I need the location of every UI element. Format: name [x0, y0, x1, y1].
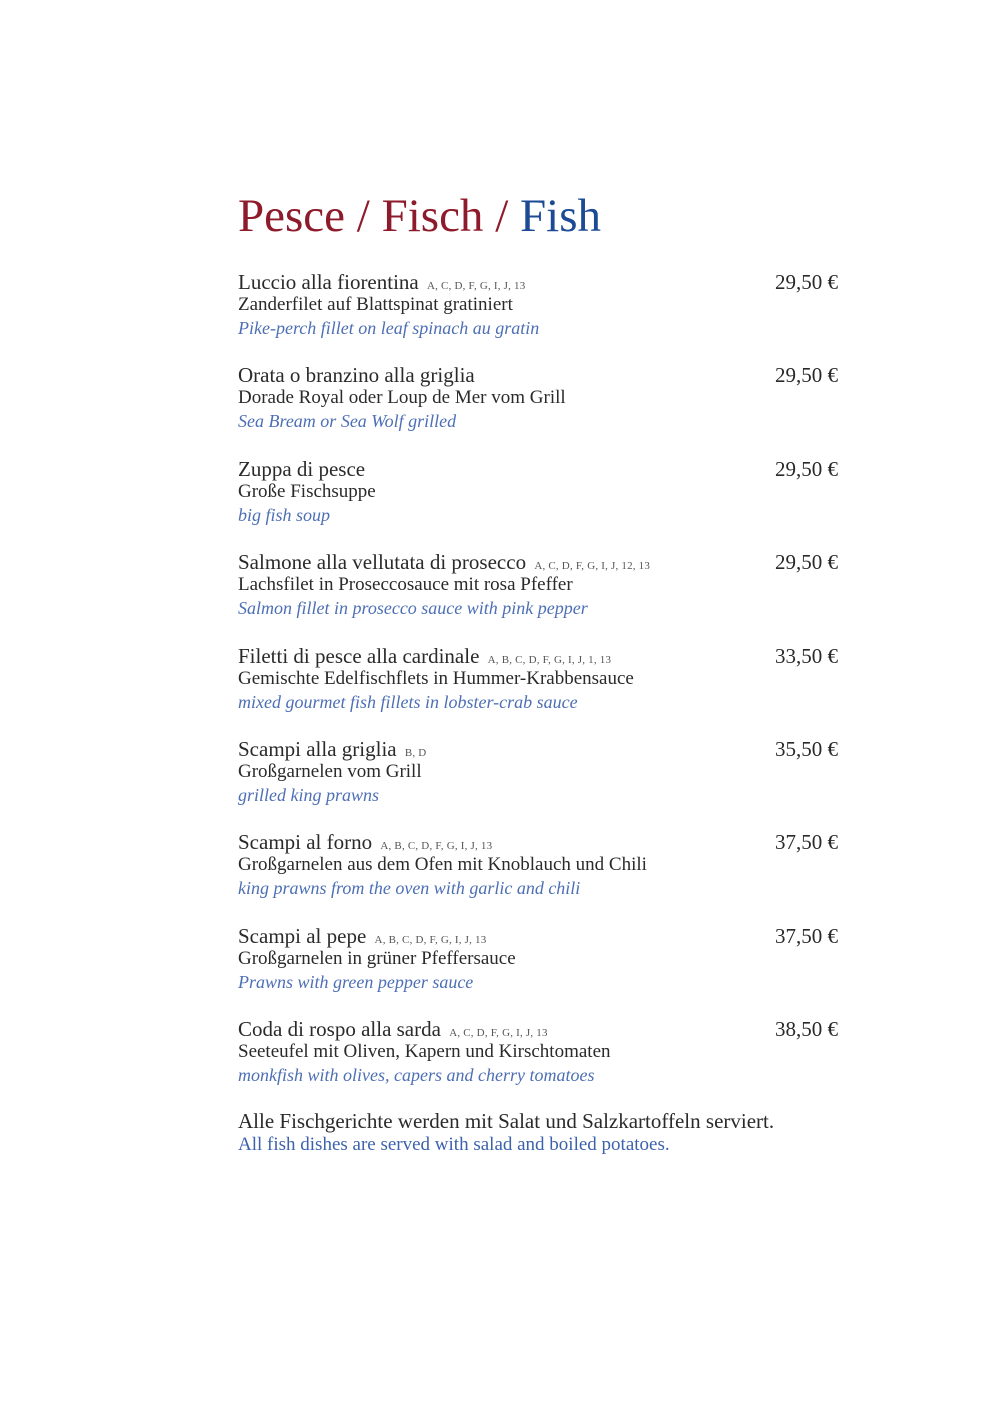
menu-item-german: Dorade Royal oder Loup de Mer vom Grill	[238, 387, 566, 409]
menu-item-name: Scampi al forno	[238, 830, 373, 855]
footer-note-english: All fish dishes are served with salad and boiled potatoes.	[238, 1134, 670, 1155]
menu-item-german: Großgarnelen in grüner Pfeffersauce	[238, 947, 516, 969]
title-italian: Pesce	[238, 190, 346, 242]
menu-item-allergens: A, C, D, F, G, I, J, 12, 13	[534, 560, 651, 573]
menu-item-german: Seeteufel mit Oliven, Kapern und Kirschtomaten	[238, 1041, 611, 1063]
menu-item-name: Scampi alla griglia	[238, 736, 397, 761]
menu-item-german: Große Fischsuppe	[238, 480, 376, 502]
menu-item-english: mixed gourmet fish fillets in lobster-crab sauce	[238, 691, 578, 712]
menu-item-name-row	[238, 456, 365, 482]
menu-item-price: 29,50 €	[775, 363, 838, 388]
menu-item-allergens: A, C, D, F, G, I, J, 13	[449, 1027, 548, 1040]
menu-item-price: 35,50 €	[775, 736, 838, 761]
title-separator: /	[345, 190, 382, 242]
menu-item-allergens: A, C, D, F, G, I, J, 13	[427, 280, 526, 292]
menu-item-name: Luccio alla fiorentina	[238, 270, 419, 294]
menu-item-allergens: A, B, C, D, F, G, I, J, 13	[374, 933, 487, 946]
menu-item-english: big fish soup	[238, 504, 331, 525]
menu-item-allergens: A, B, C, D, F, G, I, J, 1, 13	[487, 653, 612, 666]
menu-item-german: Gemischte Edelfischflets in Hummer-Krabbensauce	[238, 667, 634, 689]
menu-item-german: Zanderfilet auf Blattspinat gratiniert	[238, 294, 513, 315]
menu-item-german: Großgarnelen aus dem Ofen mit Knoblauch und Chili	[238, 854, 647, 876]
menu-item-name: Scampi al pepe	[238, 923, 367, 948]
menu-item-german: Lachsfilet in Proseccosauce mit rosa Pfeffer	[238, 574, 573, 596]
menu-item-english: monkfish with olives, capers and cherry tomatoes	[238, 1065, 595, 1086]
menu-item	[238, 1016, 840, 1109]
menu-item-price: 38,50 €	[775, 1017, 838, 1042]
menu-item-english: Prawns with green pepper sauce	[238, 971, 474, 992]
menu-item-allergens: B, D	[404, 746, 427, 759]
menu-item-price: 29,50 €	[775, 270, 838, 294]
menu-item	[238, 456, 840, 549]
menu-item-name: Zuppa di pesce	[238, 456, 366, 481]
menu-item-price: 37,50 €	[775, 830, 838, 855]
title-german: Fisch	[381, 190, 484, 242]
menu-item-name: Filetti di pesce alla cardinale	[238, 643, 480, 668]
menu-item-english: king prawns from the oven with garlic and chili	[238, 878, 581, 899]
menu-item-english: Pike-perch fillet on leaf spinach au gratin	[238, 318, 540, 338]
menu-item-price: 29,50 €	[775, 456, 838, 481]
title-english: Fish	[520, 190, 601, 242]
menu-item-price: 29,50 €	[775, 550, 838, 575]
menu-item-price: 33,50 €	[775, 643, 838, 668]
menu-item-german: Großgarnelen vom Grill	[238, 760, 422, 782]
menu-item-name: Coda di rospo alla sarda	[238, 1017, 441, 1042]
menu-list	[238, 269, 840, 1110]
footer-note	[238, 1109, 774, 1157]
menu-item-name: Salmone alla vellutata di prosecco	[238, 550, 527, 575]
menu-item-english: grilled king prawns	[238, 784, 380, 805]
footer-note-german: Alle Fischgerichte werden mit Salat und Salzkartoffeln serviert.	[238, 1109, 775, 1133]
menu-item	[238, 643, 840, 736]
menu-item	[238, 829, 840, 922]
title-separator: /	[483, 190, 520, 242]
menu-item	[238, 736, 840, 829]
menu-item	[238, 269, 840, 362]
menu-item	[238, 362, 840, 455]
menu-item	[238, 923, 840, 1016]
menu-item-price: 37,50 €	[775, 923, 838, 948]
menu-item-name-row	[238, 362, 475, 388]
menu-item-allergens: A, B, C, D, F, G, I, J, 13	[380, 840, 493, 853]
menu-item-english: Sea Bream or Sea Wolf grilled	[238, 411, 457, 432]
menu-item-english: Salmon fillet in prosecco sauce with pink pepper	[238, 598, 588, 619]
page-title	[238, 188, 601, 244]
menu-item	[238, 549, 840, 642]
menu-item-name: Orata o branzino alla griglia	[238, 363, 475, 388]
